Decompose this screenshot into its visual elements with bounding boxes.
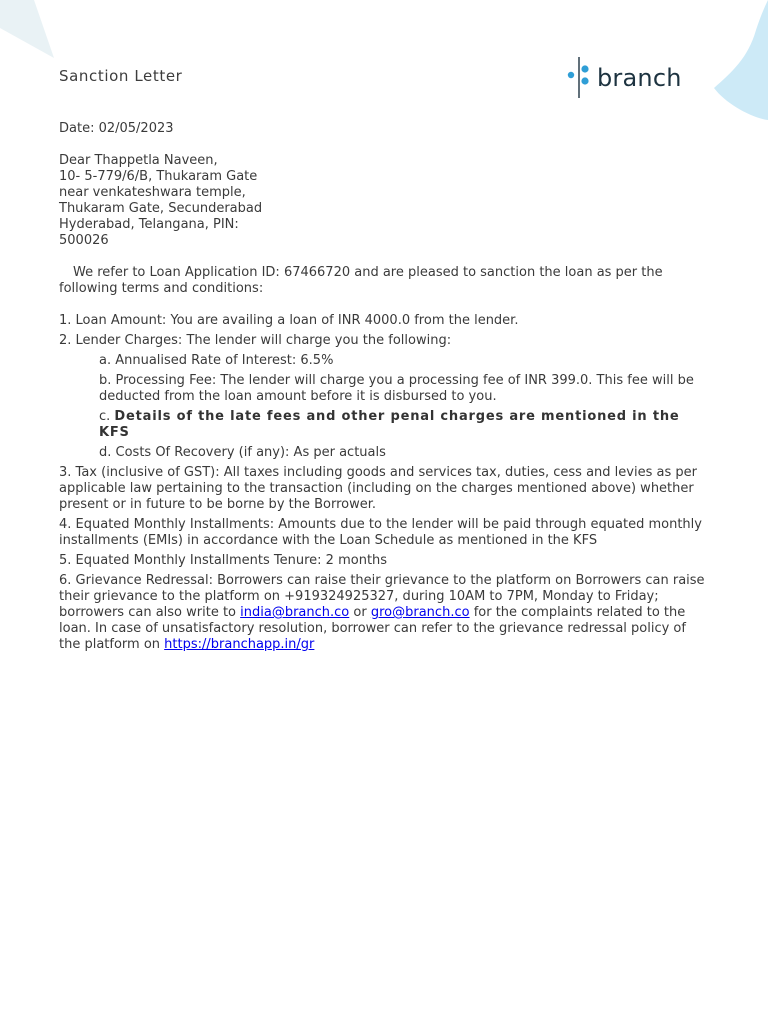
recipient-address <box>59 153 711 249</box>
top-right-shape <box>714 0 768 120</box>
grievance-policy-link[interactable]: https://branchapp.in/gr <box>164 637 315 652</box>
letter-body <box>59 121 711 657</box>
term-lender-charges: 2. Lender Charges: The lender will charge you the following: <box>59 333 452 348</box>
email-link-india[interactable]: india@branch.co <box>240 605 350 620</box>
document-title: Sanction Letter <box>59 67 183 85</box>
term-recovery-costs: d. Costs Of Recovery (if any): As per actuals <box>99 445 386 460</box>
term-emi-tenure: 5. Equated Monthly Installments Tenure: 2 months <box>59 553 388 568</box>
address-line: Thukaram Gate, Secunderabad <box>59 201 263 216</box>
term-penal-charges <box>99 409 711 441</box>
term-emi: 4. Equated Monthly Installments: Amounts due to the lender will be paid through equated monthly installments (EMIs) in accordance with the Loan Schedule as mentioned in the KFS <box>59 517 702 548</box>
grievance-or: or <box>353 605 367 620</box>
grievance-text-part2: for the complaints related to the loan. In case of unsatisfactory resolution, borrower can refer to the grievance redressal policy of the platform on <box>59 605 686 652</box>
email-link-gro[interactable]: gro@branch.co <box>370 605 470 620</box>
term-penal-charges-prefix: c. <box>99 409 111 424</box>
address-line: 500026 <box>59 233 109 248</box>
term-grievance-redressal <box>59 573 711 653</box>
brand-logo <box>567 56 682 100</box>
intro-paragraph: We refer to Loan Application ID: 67466720 and are pleased to sanction the loan as per the following terms and conditions: <box>59 265 663 296</box>
top-left-shape <box>0 0 54 58</box>
address-line: 10- 5-779/6/B, Thukaram Gate <box>59 169 258 184</box>
term-tax: 3. Tax (inclusive of GST): All taxes including goods and services tax, duties, cess and levies as per applicable law pertaining to the transaction (including on the charges mentioned above) whether present or in future to be borne by the Borrower. <box>59 465 697 512</box>
branch-logo-icon <box>567 56 591 100</box>
address-line: near venkateshwara temple, <box>59 185 246 200</box>
brand-name: branch <box>597 64 682 92</box>
term-loan-amount: 1. Loan Amount: You are availing a loan of INR 4000.0 from the lender. <box>59 313 519 328</box>
address-line: Hyderabad, Telangana, PIN: <box>59 217 239 232</box>
term-processing-fee: b. Processing Fee: The lender will charge you a processing fee of INR 399.0. This fee will be deducted from the loan amount before it is disbursed to you. <box>99 373 694 404</box>
term-penal-charges-text: Details of the late fees and other penal charges are mentioned in the KFS <box>99 409 680 440</box>
term-interest-rate: a. Annualised Rate of Interest: 6.5% <box>99 353 334 368</box>
grievance-text-part1: 6. Grievance Redressal: Borrowers can raise their grievance to the platform on Borrowers can raise their grievance to the platform on +919324925327, during 10AM to 7PM, Monday to Friday; borrowers can also write to <box>59 573 705 620</box>
letter-date: Date: 02/05/2023 <box>59 121 174 136</box>
address-line: Dear Thappetla Naveen, <box>59 153 218 168</box>
